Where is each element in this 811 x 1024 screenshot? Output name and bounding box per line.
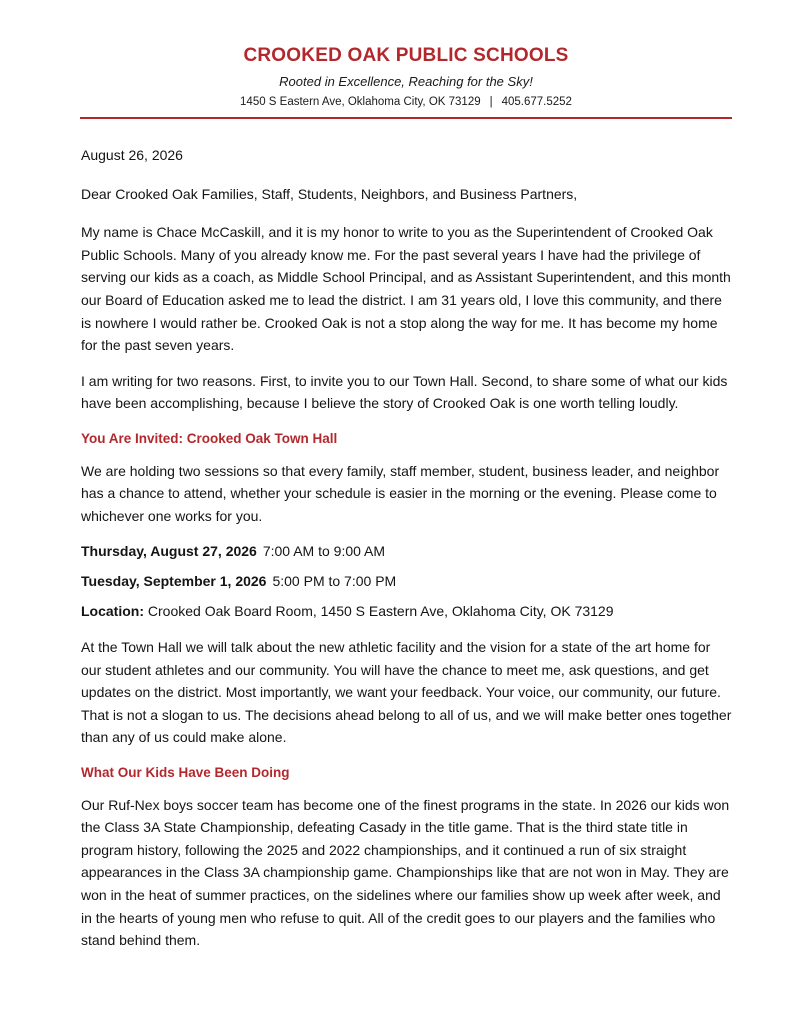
town-hall-details: At the Town Hall we will talk about the new athletic facility and the vision for a state of the art home for our student athletes and our community. You will have the chance to meet me, ask questions, and get updates on the district. Most importantly, we want your feedback. Your voice, our community, our future. That is not a slogan to us. The decisions ahead belong to all of us, and we will make better ones together than any of us could make alone.: [81, 639, 732, 746]
kids-paragraph: Our Ruf-Nex boys soccer team has become one of the finest programs in the state. In 2026 our kids won the Class 3A State Championship, defeating Casady in the title game. That is the third state title in program history, following the 2025 and 2022 championships, and it continued a run of six straight appearances in the Class 3A championship game. Championships like that are not won in May. They are won in the heat of summer practices, on the sidelines where our families show up week after week, and in the hearts of young men who refuse to quit. All of the credit goes to our players and the families who stand behind them.: [81, 796, 730, 949]
contact-separator: |: [489, 96, 493, 108]
tagline: Rooted in Excellence, Reaching for the Sky!: [279, 74, 533, 89]
session-1-time: 7:00 AM to 9:00 AM: [262, 543, 386, 560]
session-2-day: Tuesday, September 1, 2026: [81, 572, 267, 589]
school-address: 1450 S Eastern Ave, Oklahoma City, OK 73129: [240, 96, 481, 108]
session-1: [81, 540, 732, 563]
session-1-day: Thursday, August 27, 2026: [81, 543, 257, 560]
letter-date: August 26, 2026: [81, 147, 183, 163]
contact-line: [80, 94, 732, 110]
location-line: [81, 600, 732, 623]
kids-heading: What Our Kids Have Been Doing: [81, 765, 290, 781]
letter-body: [81, 144, 732, 965]
town-hall-intro: We are holding two sessions so that every family, staff member, student, business leader, and neighbor has a chance to attend, whether your schedule is easier in the morning or the evening. Please come to whichever one works for you.: [81, 462, 720, 524]
town-hall-heading: You Are Invited: Crooked Oak Town Hall: [81, 430, 338, 446]
letterhead: [80, 44, 732, 110]
intro-paragraph: My name is Chace McCaskill, and it is my honor to write to you as the Superintendent of Crooked Oak Public Schools. Many of you already know me. For the past several years I have had the privilege of serving our kids as a coach, as Middle School Principal, and as Assistant Superintendent, and this month our Board of Education asked me to lead the district. I am 31 years old, I love this community, and there is nowhere I would rather be. Crooked Oak is not a stop along the way for me. It has become my home for the past seven years.: [81, 224, 731, 354]
location-label: Location:: [81, 602, 144, 619]
location-value: Crooked Oak Board Room, 1450 S Eastern Ave, Oklahoma City, OK 73129: [147, 602, 614, 619]
school-phone: 405.677.5252: [501, 96, 572, 108]
session-2-time: 5:00 PM to 7:00 PM: [272, 572, 397, 589]
school-name: CROOKED OAK PUBLIC SCHOOLS: [243, 45, 569, 66]
salutation: Dear Crooked Oak Families, Staff, Students, Neighbors, and Business Partners,: [81, 185, 578, 202]
purpose-paragraph: I am writing for two reasons. First, to invite you to our Town Hall. Second, to share some of what our kids have been accomplishing, because I believe the story of Crooked Oak is one worth telling loudly.: [81, 372, 728, 412]
session-2: [81, 570, 732, 593]
letterhead-divider: [80, 117, 732, 119]
